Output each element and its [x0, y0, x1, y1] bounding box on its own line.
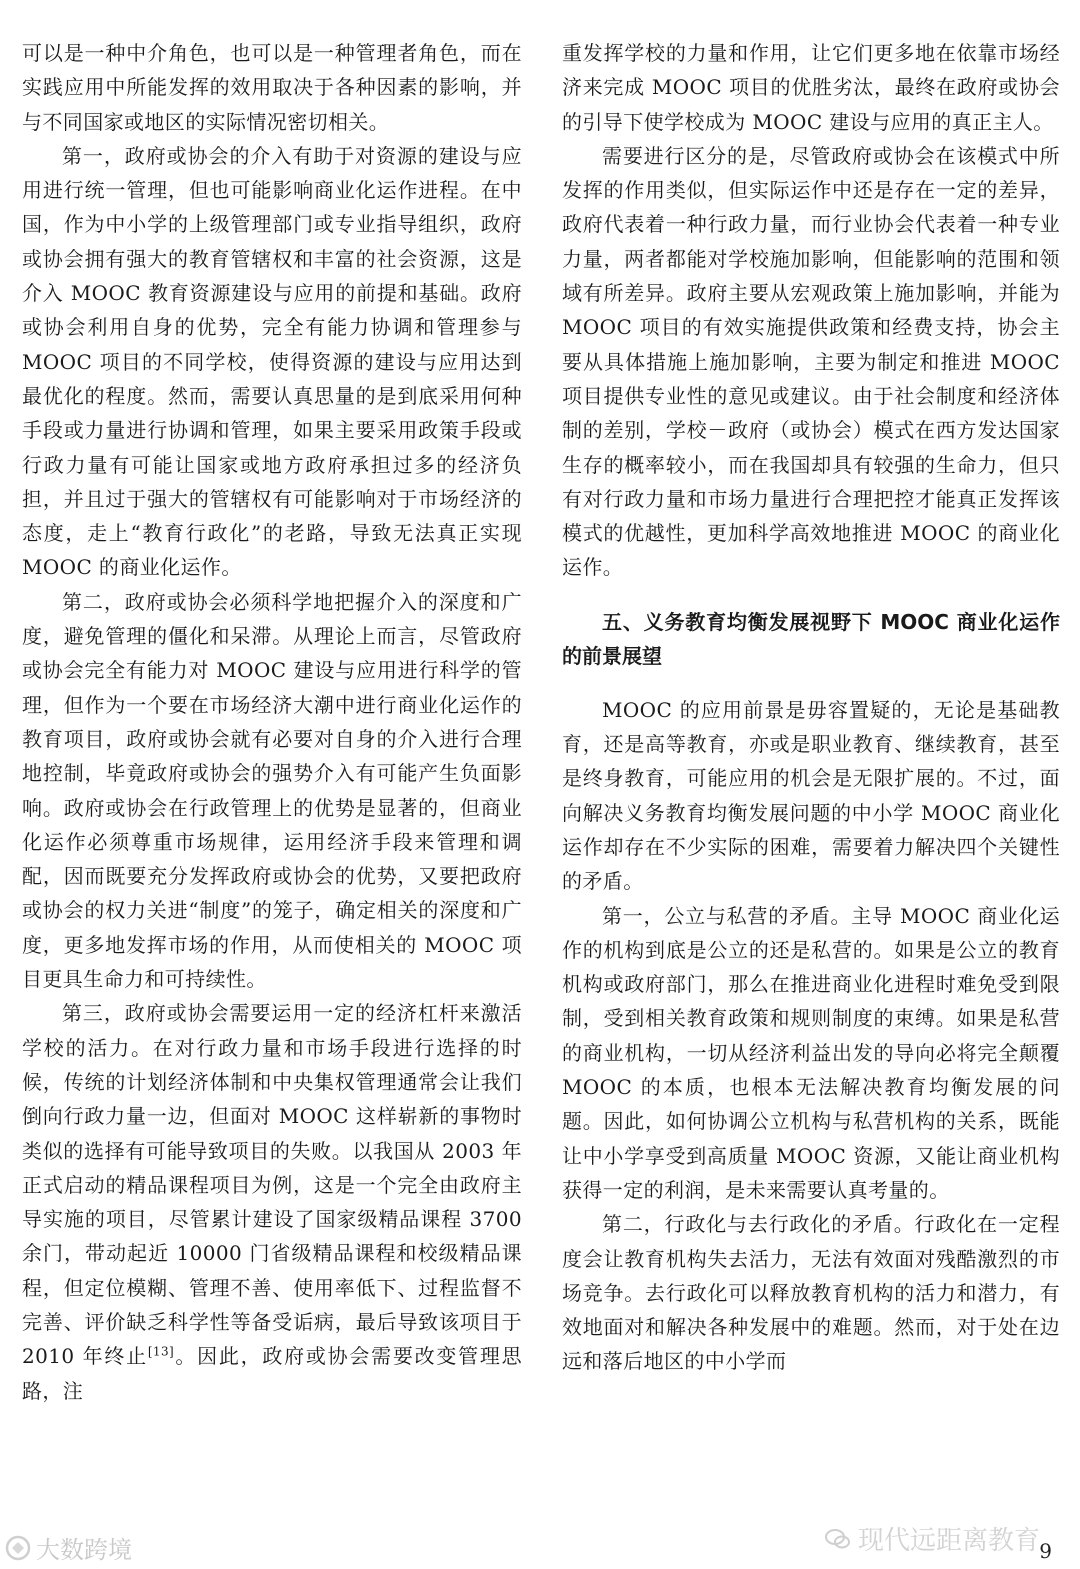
watermark-text: 大数跨境	[36, 1536, 132, 1564]
paragraph-text: 第三，政府或协会需要运用一定的经济杠杆来激活学校的活力。在对行政力量和市场手段进行选择的时候，传统的计划经济体制和中央集权管理通常会让我们倒向行政力量一边，但面对 MOOC 这样崭新的事物时类似的选择有可能导致项目的失败。以我国从 2003 年正式启动的精品课程项目为例，这是一个完全由政府主导实施的项目，尽管累计建设了国家级精品课程 3700 余门，带动起近 10000 门省级精品课程和校级精品课程，但定位模糊、管理不善、使用率低下、过程监督不完善、评价缺乏科学性等备受诟病，最后导致该项目于 2010 年终止	[22, 1001, 522, 1369]
watermark-left	[4, 1530, 132, 1565]
paragraph: 第二，政府或协会必须科学地把握介入的深度和广度，避免管理的僵化和呆滞。从理论上而言，尽管政府或协会完全有能力对 MOOC 建设与应用进行科学的管理，但作为一个要在市场经济大潮中进行商业化运作的教育项目，政府或协会就有必要对自身的介入进行合理地控制，毕竟政府或协会的强势介入有可能产生负面影响。政府或协会在行政管理上的优势是显著的，但商业化运作必须尊重市场规律，运用经济手段来管理和调配，因而既要充分发挥政府或协会的优势，又要把政府或协会的权力关进“制度”的笼子，确定相关的深度和广度，更多地发挥市场的作用，从而使相关的 MOOC 项目更具生命力和可持续性。	[22, 589, 522, 992]
section-heading: 五、义务教育均衡发展视野下 MOOC 商业化运作的前景展望	[562, 609, 1060, 668]
paragraph: 需要进行区分的是，尽管政府或协会在该模式中所发挥的作用类似，但实际运作中还是存在一定的差异，政府代表着一种行政力量，而行业协会代表着一种专业力量，两者都能对学校施加影响，但能影响的范围和领域有所差异。政府主要从宏观政策上施加影响，并能为 MOOC 项目的有效实施提供政策和经费支持，协会主要从具体措施上施加影响，主要为制定和推进 MOOC 项目提供专业性的意见或建议。由于社会制度和经济体制的差别，学校－政府（或协会）模式在西方发达国家生存的概率较小，而在我国却具有较强的生命力，但只有对行政力量和市场力量进行合理把控才能真正发挥该模式的优越性，更加科学高效地推进 MOOC 的商业化运作。	[562, 143, 1060, 580]
paragraph: 第一，政府或协会的介入有助于对资源的建设与应用进行统一管理，但也可能影响商业化运作进程。在中国，作为中小学的上级管理部门或专业指导组织，政府或协会拥有强大的教育管辖权和丰富的社会资源，这是介入 MOOC 教育资源建设与应用的前提和基础。政府或协会利用自身的优势，完全有能力协调和管理参与 MOOC 项目的不同学校，使得资源的建设与应用达到最优化的程度。然而，需要认真思量的是到底采用何种手段或力量进行协调和管理，如果主要采用政策手段或行政力量有可能让国家或地方政府承担过多的经济负担，并且过于强大的管辖权有可能影响对于市场经济的态度，走上“教育行政化”的老路，导致无法真正实现 MOOC 的商业化运作。	[22, 143, 522, 580]
left-column	[22, 36, 522, 1408]
watermark-text: 现代远距离教育	[857, 1526, 1040, 1556]
citation: [13]	[147, 1344, 175, 1359]
paragraph: 第二，行政化与去行政化的矛盾。行政化在一定程度会让教育机构失去活力，无法有效面对残酷激烈的市场竞争。去行政化可以释放教育机构的活力和潜力，有效地面对和解决各种发展中的难题。然而，对于处在边远和落后地区的中小学而	[562, 1212, 1060, 1374]
wechat-icon	[824, 1525, 852, 1553]
paragraph: 第一，公立与私营的矛盾。主导 MOOC 商业化运作的机构到底是公立的还是私营的。如果是公立的教育机构或政府部门，那么在推进商业化进程时难免受到限制，受到相关教育政策和规则制度的束缚。如果是私营的商业机构，一切从经济利益出发的导向必将完全颠覆 MOOC 的本质，也根本无法解决教育均衡发展的问题。因此，如何协调公立机构与私营机构的关系，既能让中小学享受到高质量 MOOC 资源，又能让商业机构获得一定的利润，是未来需要认真考量的。	[562, 903, 1060, 1202]
paragraph: MOOC 的应用前景是毋容置疑的，无论是基础教育，还是高等教育，亦或是职业教育、继续教育，甚至是终身教育，可能应用的机会是无限扩展的。不过，面向解决义务教育均衡发展问题的中小学 MOOC 商业化运作却存在不少实际的困难，需要着力解决四个关键性的矛盾。	[562, 697, 1060, 894]
paragraph-text: 。因此，政府或协会需要改变管理思路，注	[22, 1344, 522, 1403]
paragraph: 重发挥学校的力量和作用，让它们更多地在依靠市场经济来完成 MOOC 项目的优胜劣汰，最终在政府或协会的引导下使学校成为 MOOC 建设与应用的真正主人。	[562, 41, 1060, 134]
paragraph	[22, 996, 522, 1408]
paragraph: 可以是一种中介角色，也可以是一种管理者角色，而在实践应用中所能发挥的效用取决于各种因素的影响，并与不同国家或地区的实际情况密切相关。	[22, 41, 522, 134]
right-column	[562, 36, 1060, 1379]
page-number: 9	[1039, 1539, 1052, 1563]
watermark-right	[824, 1520, 1040, 1557]
brand-logo-icon	[4, 1534, 32, 1562]
